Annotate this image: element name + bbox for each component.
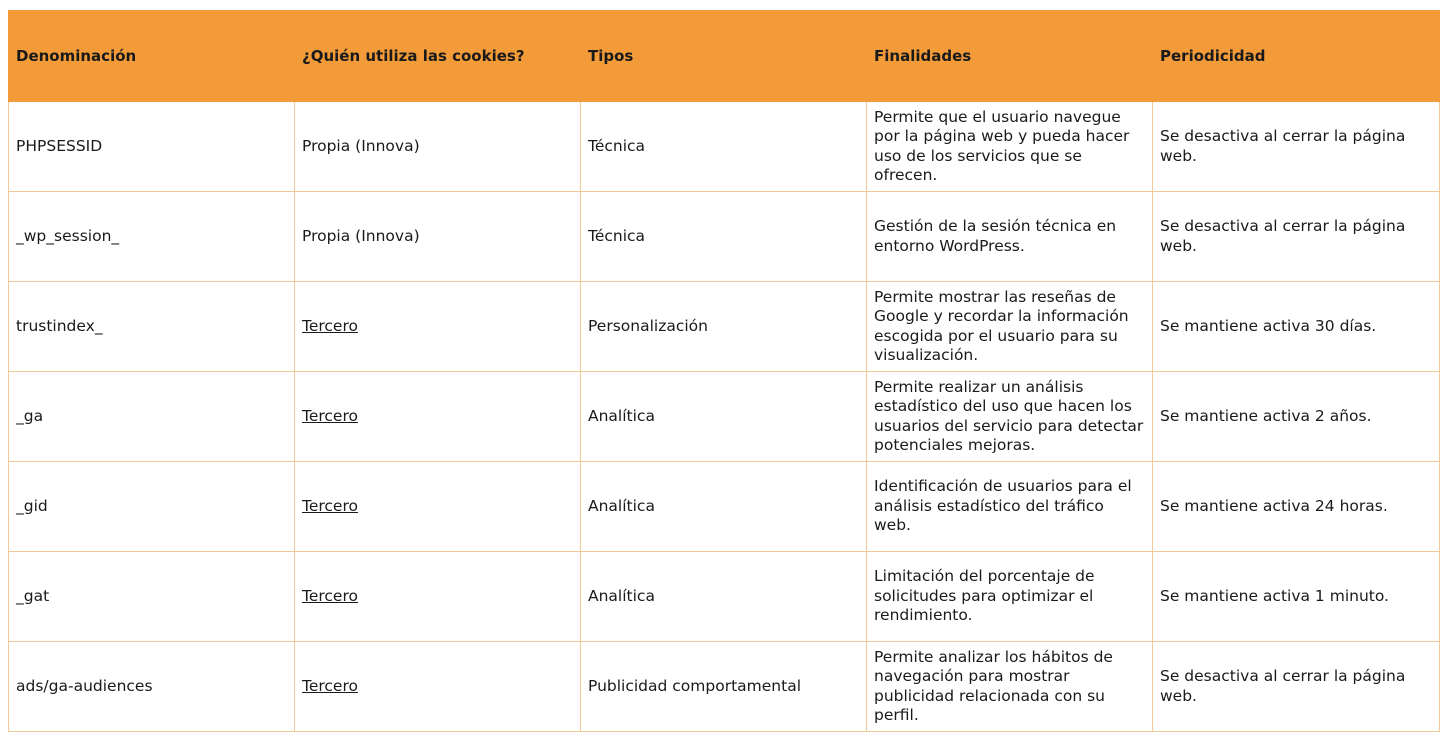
cell-type: Analítica	[581, 372, 867, 462]
cell-who: Propia (Innova)	[295, 192, 581, 282]
cell-name: _ga	[9, 372, 295, 462]
header-denominacion: Denominación	[9, 11, 295, 102]
cell-type: Publicidad comportamental	[581, 642, 867, 732]
cell-period: Se desactiva al cerrar la página web.	[1153, 102, 1440, 192]
cell-period: Se mantiene activa 2 años.	[1153, 372, 1440, 462]
tercero-link[interactable]: Tercero	[302, 406, 358, 425]
table-row	[9, 642, 1440, 732]
tercero-link[interactable]: Tercero	[302, 586, 358, 605]
cell-period: Se desactiva al cerrar la página web.	[1153, 192, 1440, 282]
header-quien-utiliza: ¿Quién utiliza las cookies?	[295, 11, 581, 102]
table-row	[9, 462, 1440, 552]
table-row	[9, 282, 1440, 372]
cookies-table-container	[8, 10, 1439, 732]
cell-type: Personalización	[581, 282, 867, 372]
header-periodicidad: Periodicidad	[1153, 11, 1440, 102]
table-row	[9, 192, 1440, 282]
cell-name: _gat	[9, 552, 295, 642]
cell-purpose: Limitación del porcentaje de solicitudes para optimizar el rendimiento.	[867, 552, 1153, 642]
cell-purpose: Permite analizar los hábitos de navegación para mostrar publicidad relacionada con su perfil.	[867, 642, 1153, 732]
cell-who	[295, 372, 581, 462]
cell-name: _wp_session_	[9, 192, 295, 282]
table-row	[9, 372, 1440, 462]
cell-purpose: Permite mostrar las reseñas de Google y recordar la información escogida por el usuario para su visualización.	[867, 282, 1153, 372]
cell-purpose: Identificación de usuarios para el análisis estadístico del tráfico web.	[867, 462, 1153, 552]
table-row	[9, 102, 1440, 192]
cell-type: Analítica	[581, 552, 867, 642]
cell-name: PHPSESSID	[9, 102, 295, 192]
tercero-link[interactable]: Tercero	[302, 496, 358, 515]
cell-type: Técnica	[581, 102, 867, 192]
cell-purpose: Permite que el usuario navegue por la página web y pueda hacer uso de los servicios que se ofrecen.	[867, 102, 1153, 192]
cell-type: Técnica	[581, 192, 867, 282]
table-row	[9, 552, 1440, 642]
cell-who	[295, 462, 581, 552]
header-finalidades: Finalidades	[867, 11, 1153, 102]
table-header-row	[9, 11, 1440, 102]
cell-period: Se desactiva al cerrar la página web.	[1153, 642, 1440, 732]
cell-period: Se mantiene activa 1 minuto.	[1153, 552, 1440, 642]
cell-name: trustindex_	[9, 282, 295, 372]
cell-who	[295, 552, 581, 642]
cell-period: Se mantiene activa 30 días.	[1153, 282, 1440, 372]
cell-who: Propia (Innova)	[295, 102, 581, 192]
cell-period: Se mantiene activa 24 horas.	[1153, 462, 1440, 552]
cell-purpose: Gestión de la sesión técnica en entorno WordPress.	[867, 192, 1153, 282]
cell-who	[295, 642, 581, 732]
header-tipos: Tipos	[581, 11, 867, 102]
cell-purpose: Permite realizar un análisis estadístico del uso que hacen los usuarios del servicio para detectar potenciales mejoras.	[867, 372, 1153, 462]
cell-name: ads/ga-audiences	[9, 642, 295, 732]
cell-name: _gid	[9, 462, 295, 552]
cell-who	[295, 282, 581, 372]
cookies-table	[8, 10, 1440, 732]
tercero-link[interactable]: Tercero	[302, 676, 358, 695]
tercero-link[interactable]: Tercero	[302, 316, 358, 335]
cell-type: Analítica	[581, 462, 867, 552]
